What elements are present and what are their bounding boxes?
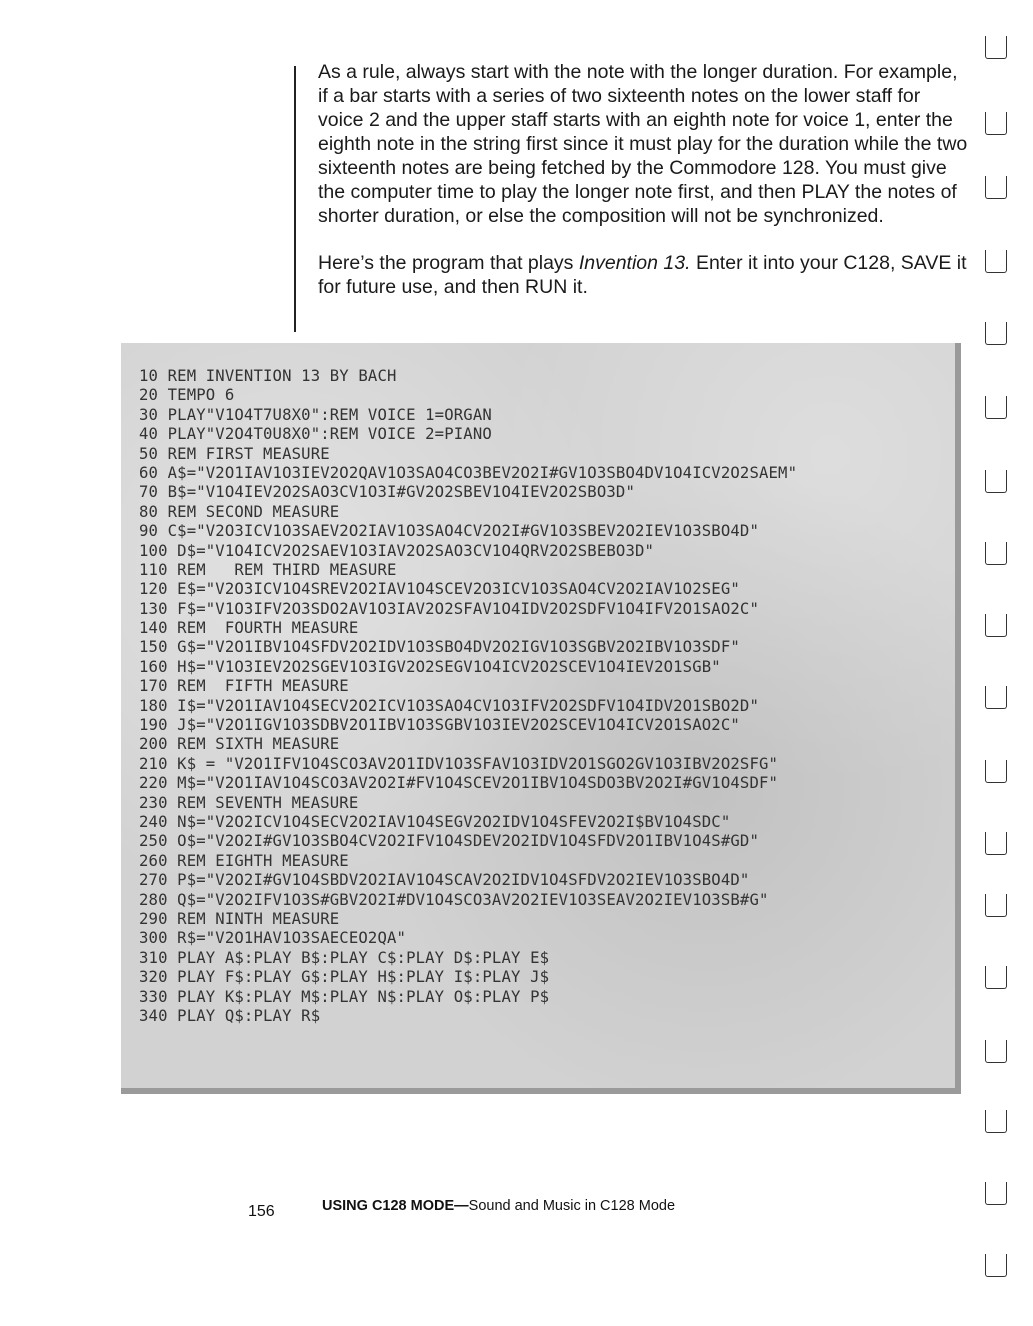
margin-rule [294,66,296,332]
binding-mark [985,1182,1007,1205]
code-line: 310 PLAY A$:PLAY B$:PLAY C$:PLAY D$:PLAY E$ [139,948,550,967]
binding-mark [985,832,1007,855]
paragraph-2-after: Enter it into your C128, SAVE it for future use, and then RUN it. [318,252,967,298]
binding-mark [985,112,1007,135]
code-line: 170 REM FIFTH MEASURE [139,677,349,696]
code-line: 300 R$="V2O1HAV1O3SAECEO2QA" [139,929,407,948]
code-line: 190 J$="V2O1IGV1O3SDBV2O1IBV1O3SGBV1O3IEV2O2SCEV1O4ICV2O1SAO2C" [139,716,740,735]
code-line: 50 REM FIRST MEASURE [139,444,330,463]
binding-mark [985,250,1007,273]
code-line: 160 H$="V1O3IEV2O2SGEV1O3IGV2O2SEGV1O4ICV2O2SCEV1O4IEV2O1SGB" [139,657,721,676]
code-line: 90 C$="V2O3ICV1O3SAEV2O2IAV1O3SAO4CV2O2I#GV1O3SBEV2O2IEV1O3SBO4D" [139,522,759,541]
binding-mark [985,1040,1007,1063]
code-line: 320 PLAY F$:PLAY G$:PLAY H$:PLAY I$:PLAY J$ [139,968,550,987]
binding-mark [985,396,1007,419]
code-line: 60 A$="V2O1IAV1O3IEV2O2QAV1O3SAO4CO3BEV2O2I#GV1O3SBO4DV1O4ICV2O2SAEM" [139,463,798,482]
code-line: 10 REM INVENTION 13 BY BACH [139,367,397,385]
paragraph-2-before: Here’s the program that plays [318,252,579,274]
code-line: 220 M$="V2O1IAV1O4SCO3AV2O2I#FV1O4SCEV2O1IBV1O4SDO3BV2O2I#GV1O4SDF" [139,774,779,793]
code-line: 290 REM NINTH MEASURE [139,909,340,928]
code-line: 150 G$="V2O1IBV1O4SFDV2O2IDV1O3SBO4DV2O2IGV1O3SGBV2O2IBV1O3SDF" [139,638,740,657]
code-line: 140 REM FOURTH MEASURE [139,619,359,638]
code-line: 120 E$="V2O3ICV1O4SREV2O2IAV1O4SCEV2O3ICV1O3SAO4CV2O2IAV1O2SEG" [139,580,740,599]
code-line: 250 O$="V2O2I#GV1O3SBO4CV2O2IFV1O4SDEV2O2IDV1O4SFDV2O1IBV1O4S#GD" [139,832,759,851]
code-line: 180 I$="V2O1IAV1O4SECV2O2ICV1O3SAO4CV1O3IFV2O2SDFV1O4IDV2O1SBO2D" [139,696,759,715]
code-line: 330 PLAY K$:PLAY M$:PLAY N$:PLAY O$:PLAY P$ [139,987,550,1006]
code-line: 100 D$="V1O4ICV2O2SAEV1O3IAV2O2SAO3CV1O4QRV2O2SBEBO3D" [139,541,655,560]
code-line: 280 Q$="V2O2IFV1O3S#GBV2O2I#DV1O4SCO3AV2O2IEV1O3SEAV2O2IEV1O3SB#G" [139,890,769,909]
program-code [139,367,797,1026]
code-line: 130 F$="V1O3IFV2O3SDO2AV1O3IAV2O2SFAV1O4IDV2O2SDFV1O4IFV2O1SAO2C" [139,599,759,618]
binding-mark [985,894,1007,917]
binding-mark [985,542,1007,565]
binding-mark [985,760,1007,783]
binding-mark [985,36,1007,59]
code-line: 70 B$="V1O4IEV2O2SAO3CV1O3I#GV2O2SBEV1O4IEV2O2SBO3D" [139,483,635,502]
binding-mark [985,322,1007,345]
binding-mark [985,966,1007,989]
invention-title: Invention 13. [578,252,691,274]
paragraph-2 [318,251,968,299]
code-line: 340 PLAY Q$:PLAY R$ [139,1006,321,1025]
binding-mark [985,470,1007,493]
binding-mark [985,176,1007,199]
code-line: 200 REM SIXTH MEASURE [139,735,340,754]
code-line: 260 REM EIGHTH MEASURE [139,851,349,870]
code-line: 30 PLAY"V1O4T7U8X0":REM VOICE 1=ORGAN [139,405,492,424]
code-line: 110 REM REM THIRD MEASURE [139,560,397,579]
binding-mark [985,614,1007,637]
code-line: 20 TEMPO 6 [139,386,235,405]
code-line: 80 REM SECOND MEASURE [139,502,340,521]
binding-marks [980,0,1033,1326]
page-number: 156 [248,1203,275,1220]
footer-section-bold: USING C128 MODE— [322,1198,469,1214]
binding-mark [985,1254,1007,1277]
code-line: 230 REM SEVENTH MEASURE [139,793,359,812]
code-line: 40 PLAY"V2O4T0U8X0":REM VOICE 2=PIANO [139,425,492,444]
code-line: 270 P$="V2O2I#GV1O4SBDV2O2IAV1O4SCAV2O2IDV1O4SFDV2O2IEV1O3SBO4D" [139,871,750,890]
program-listing-screenshot [121,343,961,1094]
footer-section-rest: Sound and Music in C128 Mode [468,1198,676,1214]
paragraph-1: As a rule, always start with the note with the longer duration. For example, if a bar starts with a series of two sixteenth notes on the lower staff for voice 2 and the upper staff starts with an eighth note for voice 1, enter the eighth note in the string first since it must play for the duration while the two sixteenth notes are being fetched by the Commodore 128. You must give the computer time to play the longer note first, and then PLAY the notes of shorter duration, or else the composition will not be synchronized. [318,61,968,227]
binding-mark [985,1110,1007,1133]
binding-mark [985,686,1007,709]
running-footer [322,1198,675,1214]
code-line: 240 N$="V2O2ICV1O4SECV2O2IAV1O4SEGV2O2IDV1O4SFEV2O2I$BV1O4SDC" [139,812,731,831]
code-line: 210 K$ = "V2O1IFV1O4SCO3AV2O1IDV1O3SFAV1O3IDV2O1SGO2GV1O3IBV2O2SFG" [139,754,779,773]
body-text [318,60,968,322]
